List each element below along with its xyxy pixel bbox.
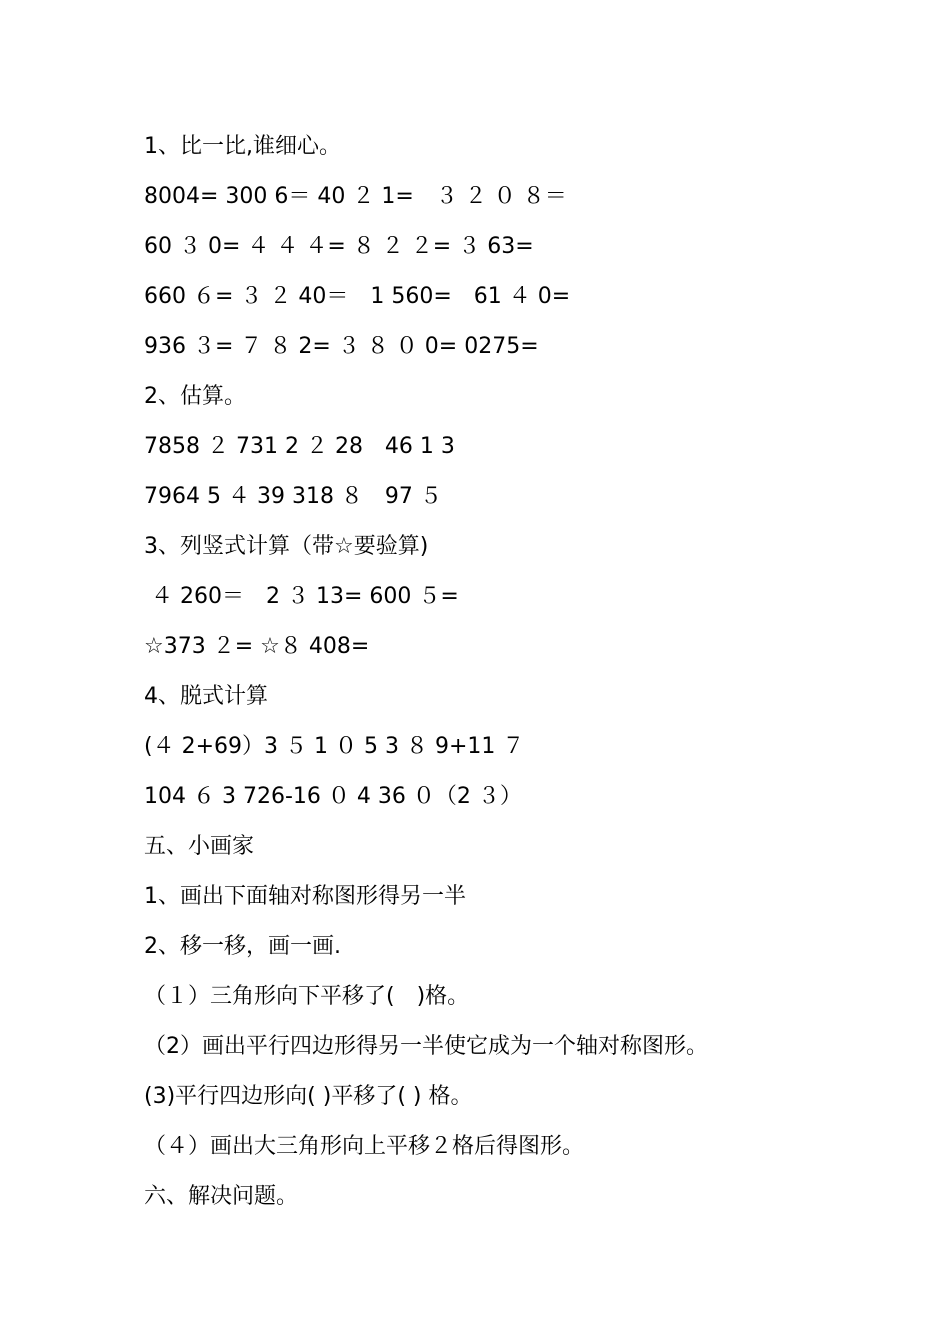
- section-1-heading: 1、比一比,谁细心。: [144, 134, 341, 159]
- section-3-heading: 3、列竖式计算（带☆要验算): [144, 534, 429, 559]
- section-1-row-4: 936 ３= ７ ８ 2= ３ ８ ０ 0= 0275=: [144, 334, 539, 359]
- section-5-subitem-2: （2）画出平行四边形得另一半使它成为一个轴对称图形。: [144, 1034, 708, 1059]
- section-1-row-1: 8004= 300 6＝ 40 ２ 1= ３ ２ ０ ８＝: [144, 184, 567, 209]
- section-3-row-1: ４ 260＝ 2 ３ 13= 600 ５=: [144, 584, 459, 609]
- section-2-heading: 2、估算。: [144, 384, 246, 409]
- section-5-subitem-3: (3)平行四边形向( )平移了( ) 格。: [144, 1084, 473, 1109]
- section-4-row-1: (４ 2+69）3 ５ 1 ０ 5 3 ８ 9+11 ７: [144, 734, 525, 759]
- section-4-heading: 4、脱式计算: [144, 684, 268, 709]
- section-4-row-2: 104 ６ 3 726-16 ０ 4 36 ０（2 ３）: [144, 784, 522, 809]
- section-5-item-2: 2、移一移，画一画.: [144, 934, 341, 959]
- section-5-heading: 五、小画家: [144, 834, 255, 859]
- worksheet-content: [144, 122, 924, 1222]
- section-5-item-1: 1、画出下面轴对称图形得另一半: [144, 884, 466, 909]
- section-1-row-2: 60 ３ 0= ４ ４ ４= ８ ２ ２= ３ 63=: [144, 234, 534, 259]
- section-2-row-1: 7858 ２ 731 2 ２ 28 46 1 3: [144, 434, 455, 459]
- section-3-row-2: ☆373 ２= ☆８ 408=: [144, 634, 370, 659]
- section-1-row-3: 660 ６= ３ ２ 40＝ 1 560= 61 ４ 0=: [144, 284, 571, 309]
- section-5-subitem-4: （４）画出大三角形向上平移２格后得图形。: [144, 1134, 585, 1159]
- section-5-subitem-1: （１）三角形向下平移了( )格。: [144, 984, 470, 1009]
- section-2-row-2: 7964 5 ４ 39 318 ８ 97 ５: [144, 484, 442, 509]
- section-6-heading: 六、解决问题。: [144, 1184, 299, 1209]
